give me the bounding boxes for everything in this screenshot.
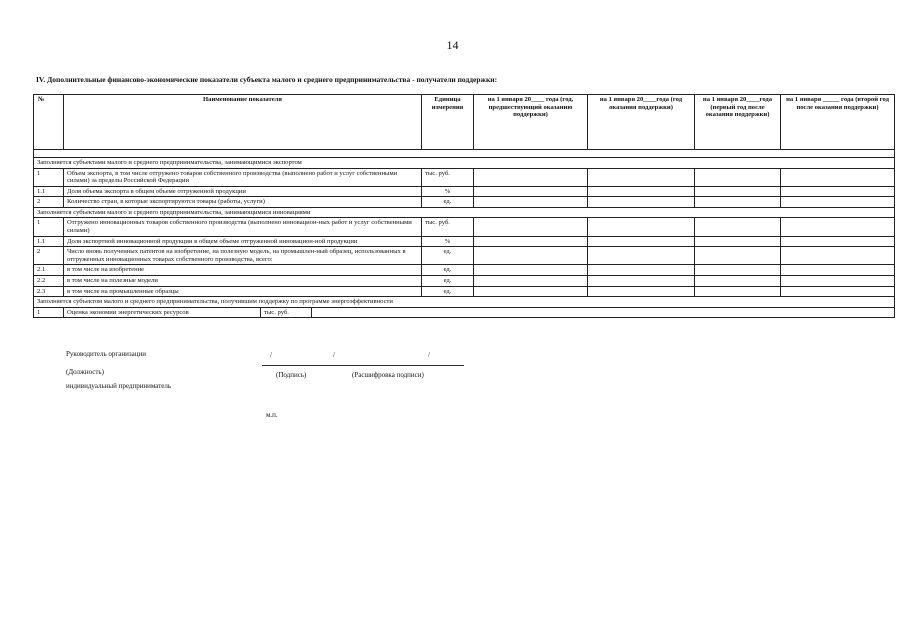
group-note-row	[34, 207, 895, 218]
row-number: 1	[34, 307, 64, 318]
group-note-row	[34, 158, 895, 169]
table-row	[34, 247, 895, 265]
value-cell[interactable]	[781, 265, 895, 276]
value-cell[interactable]	[588, 265, 695, 276]
signature-line	[262, 365, 464, 366]
group-note-energy: Заполняется субъектом малого и среднего предпринимательства, получившим поддержку по программе энергоэффективности	[34, 297, 895, 308]
entrepreneur-label: индивидуальный предприниматель	[66, 382, 172, 390]
value-cell[interactable]	[588, 218, 695, 236]
header-first-year-after: на 1 января 20____года (первый год после оказания поддержки)	[695, 95, 781, 150]
section-title: IV. Дополнительные финансово-экономические показатели субъекта малого и среднего предпринимательства - получатели поддержки:	[36, 75, 498, 84]
table-row	[34, 286, 895, 297]
indicators-table	[33, 94, 895, 318]
row-unit: ед.	[422, 265, 474, 276]
value-cell[interactable]	[474, 286, 588, 297]
value-cell[interactable]	[695, 168, 781, 186]
decode-caption: (Расшифровка подписи)	[352, 371, 424, 379]
row-number: 1	[34, 168, 64, 186]
position-label: (Должность)	[66, 368, 104, 376]
slash-separator: /	[333, 351, 335, 359]
value-cell[interactable]	[695, 197, 781, 208]
value-cell[interactable]	[695, 247, 781, 265]
row-unit: ед.	[422, 275, 474, 286]
header-second-year-after: на 1 января _____ года (второй год после оказания поддержки)	[781, 95, 895, 150]
value-cell[interactable]	[474, 247, 588, 265]
value-cell[interactable]	[474, 168, 588, 186]
row-number: 2.3	[34, 286, 64, 297]
row-unit: ед.	[422, 286, 474, 297]
table-row	[34, 197, 895, 208]
row-unit: %	[422, 236, 474, 247]
value-cell[interactable]	[474, 236, 588, 247]
row-number: 1	[34, 218, 64, 236]
value-cell[interactable]	[474, 197, 588, 208]
value-cell[interactable]	[474, 186, 588, 197]
row-number: 2.1	[34, 265, 64, 276]
row-indicator: Доля экспортной инновационной продукции в общем объеме отгруженной инновацион-ной продукции	[64, 236, 422, 247]
row-indicator: в том числе на полезные модели	[64, 275, 422, 286]
row-unit: ед.	[422, 247, 474, 265]
table-row	[34, 265, 895, 276]
header-unit: Единица измерения	[422, 95, 474, 150]
value-cell[interactable]	[588, 286, 695, 297]
row-indicator: Оценка экономии энергетических ресурсов	[64, 308, 261, 318]
row-unit: тыс. руб.	[422, 168, 474, 186]
table-row	[34, 307, 895, 318]
group-note-export: Заполняется субъектами малого и среднего предпринимательства, занимающимися экспортом	[34, 158, 895, 169]
value-cell[interactable]	[588, 236, 695, 247]
row-indicator: в том числе на изобретение	[64, 265, 422, 276]
row-indicator: Количество стран, в которые экспортируются товары (работы, услуги)	[64, 197, 422, 208]
row-indicator: Отгружено инновационных товаров собственного производства (выполнено инновацион-ных работ и услуг собственными силами)	[64, 218, 422, 236]
value-cell[interactable]	[588, 168, 695, 186]
row-number: 2.2	[34, 275, 64, 286]
value-cell[interactable]	[781, 286, 895, 297]
value-cell[interactable]	[695, 275, 781, 286]
row-unit: тыс. руб.	[422, 218, 474, 236]
value-cell[interactable]	[474, 275, 588, 286]
page-number: 14	[446, 38, 459, 52]
row-indicator: Объем экспорта, в том числе отгружено товаров собственного производства (выполнено работ и услуг собственными силами) за пределы Российской Федерации	[64, 168, 422, 186]
slash-separator: /	[270, 351, 272, 359]
value-cell[interactable]	[474, 265, 588, 276]
value-cell[interactable]	[695, 265, 781, 276]
value-cell[interactable]	[588, 247, 695, 265]
value-cell[interactable]	[695, 218, 781, 236]
value-cell[interactable]	[781, 236, 895, 247]
row-number: 1.1	[34, 236, 64, 247]
table-row	[34, 236, 895, 247]
table-row	[34, 186, 895, 197]
value-cell[interactable]	[781, 197, 895, 208]
head-label: Руководитель организации	[66, 350, 146, 358]
group-note-innovation: Заполняется субъектами малого и среднего предпринимательства, занимающимися инновациями	[34, 207, 895, 218]
value-cell[interactable]	[474, 218, 588, 236]
row-number: 1.1	[34, 186, 64, 197]
slash-separator: /	[428, 351, 430, 359]
value-cell[interactable]	[781, 186, 895, 197]
header-indicator-name: Наименование показателя	[64, 95, 422, 150]
table-row	[34, 218, 895, 236]
group-note-row	[34, 297, 895, 308]
row-unit: тыс. руб.	[261, 308, 312, 318]
row-unit: ед.	[422, 197, 474, 208]
value-cell[interactable]	[781, 247, 895, 265]
row-number: 2	[34, 197, 64, 208]
value-cell[interactable]	[781, 275, 895, 286]
table-header-row	[34, 95, 895, 150]
value-cell[interactable]	[588, 275, 695, 286]
header-number: №	[34, 95, 64, 150]
header-year-of-support: на 1 января 20____года (год оказания поддержки)	[588, 95, 695, 150]
value-cell[interactable]	[695, 186, 781, 197]
table-row	[34, 168, 895, 186]
row-indicator: Число вновь полученных патентов на изобретение, на полезную модель, на промышлен-ный образец, использованных в отгруженных инновационных товарах собственного производства, всего:	[64, 247, 422, 265]
value-cell[interactable]	[588, 197, 695, 208]
header-year-before: на 1 января 20____ года (год, предшествующий оказанию поддержки)	[474, 95, 588, 150]
signature-caption: (Подпись)	[276, 371, 307, 379]
row-indicator: в том числе на промышленные образцы	[64, 286, 422, 297]
value-cell[interactable]	[781, 218, 895, 236]
value-cell[interactable]	[312, 308, 895, 318]
value-cell[interactable]	[695, 236, 781, 247]
row-indicator: Доля объема экспорта в общем объеме отгруженной продукции	[64, 186, 422, 197]
value-cell[interactable]	[588, 186, 695, 197]
value-cell[interactable]	[695, 286, 781, 297]
row-unit: %	[422, 186, 474, 197]
row-number: 2	[34, 247, 64, 265]
value-cell[interactable]	[781, 168, 895, 186]
table-row	[34, 275, 895, 286]
stamp-place: м.п.	[266, 411, 278, 419]
